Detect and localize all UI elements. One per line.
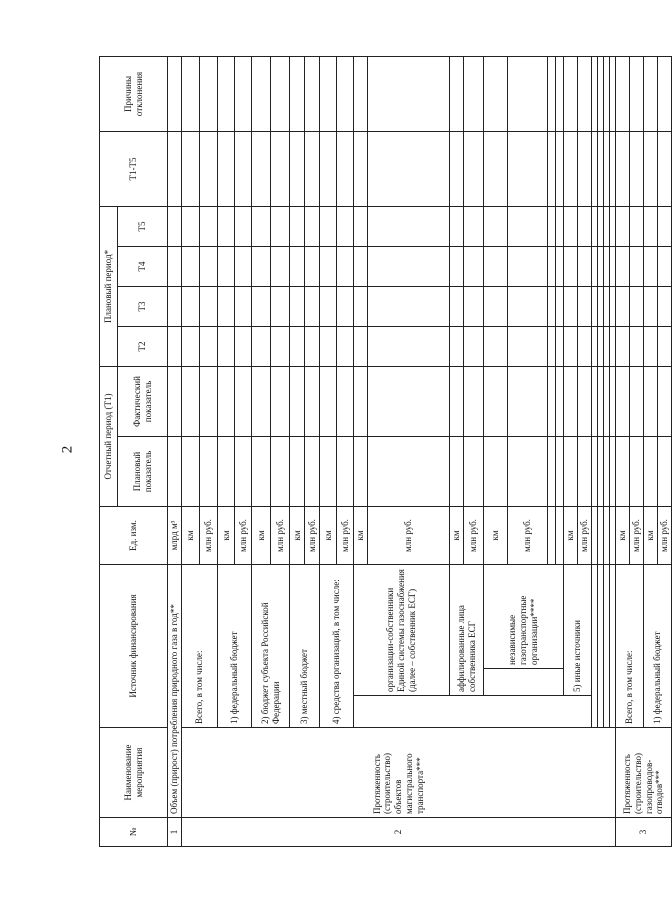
- table-row: [609, 56, 615, 846]
- row3-name: Протяженность (строительство) газопроводов-отводов***: [615, 727, 671, 817]
- funding-orgs: 4) средства организаций, в том числе:: [319, 564, 353, 727]
- table-row: [217, 56, 234, 846]
- unit-cell: км: [449, 506, 463, 564]
- header-row-1: [99, 56, 117, 846]
- table-row: [591, 56, 597, 846]
- funding-local: 3) местный бюджет: [289, 564, 319, 727]
- row1-text: Объем (прирост) потребления природного газа в год**: [167, 564, 181, 817]
- unit-cell: км: [643, 506, 657, 564]
- unit-cell: млрд м³: [167, 506, 181, 564]
- funding-affiliated: аффилированные лица собственника ЕСГ: [449, 564, 483, 695]
- table-row: [643, 56, 657, 846]
- unit-cell: млн руб.: [336, 506, 353, 564]
- row2-name: Протяженность (строительство) объектов магистрального транспорта***: [181, 727, 615, 817]
- unit-cell: км: [615, 506, 629, 564]
- header-planned-period: Плановый период*: [99, 206, 117, 366]
- header-planned-indicator: Плановый показатель: [117, 436, 167, 506]
- unit-cell: млн руб.: [304, 506, 319, 564]
- header-t5: Т5: [117, 206, 167, 246]
- unit-cell: млн руб.: [367, 506, 449, 564]
- header-t3: Т3: [117, 286, 167, 326]
- funding-federal: 1) федеральный бюджет: [643, 564, 671, 727]
- funding-table: [99, 55, 672, 846]
- unit-cell: млн руб.: [507, 506, 547, 564]
- funding-total: Всего, в том числе:: [615, 564, 643, 727]
- table-row: [251, 56, 270, 846]
- unit-cell: км: [217, 506, 234, 564]
- unit-cell: км: [483, 506, 507, 564]
- header-event-name: Наименование мероприятия: [99, 727, 167, 817]
- funding-federal: 1) федеральный бюджет: [217, 564, 251, 727]
- table-row: [597, 56, 603, 846]
- row-num: 3: [615, 817, 671, 846]
- form-sheet: [99, 57, 669, 847]
- unit-cell: км: [181, 506, 199, 564]
- unit-cell: млн руб.: [463, 506, 483, 564]
- header-num: №: [99, 817, 167, 846]
- table-row: [289, 56, 304, 846]
- unit-cell: млн руб.: [199, 506, 217, 564]
- unit-cell: млн руб.: [577, 506, 591, 564]
- unit-cell: км: [319, 506, 336, 564]
- table-row: [353, 56, 367, 846]
- unit-cell: млн руб.: [657, 506, 671, 564]
- header-t1-t5: Т1-Т5: [99, 131, 167, 206]
- unit-cell: км: [289, 506, 304, 564]
- unit-cell: км: [563, 506, 577, 564]
- unit-cell: млн руб.: [270, 506, 289, 564]
- funding-other: 5) иные источники: [563, 564, 591, 695]
- funding-subject: 2) бюджет субъекта Российской Федерации: [251, 564, 289, 727]
- header-t2: Т2: [117, 326, 167, 366]
- table-row: [603, 56, 609, 846]
- unit-cell: км: [353, 506, 367, 564]
- page-number: 2: [59, 445, 76, 454]
- unit-cell: млн руб.: [234, 506, 251, 564]
- table-row: [167, 56, 181, 846]
- header-actual-indicator: Фактический показатель: [117, 366, 167, 436]
- table-row: [181, 56, 199, 846]
- table-row: [319, 56, 336, 846]
- funding-independent: независимые газотранспортные организации****: [483, 564, 563, 668]
- row-num: 1: [167, 817, 181, 846]
- unit-cell: млн руб.: [629, 506, 643, 564]
- table-row: [615, 56, 629, 846]
- funding-owners: организации-собственники Единой системы газоснабжения (далее – собственник ЕСГ): [353, 564, 449, 695]
- row-num: 2: [181, 817, 615, 846]
- funding-total: Всего, в том числе:: [181, 564, 217, 727]
- header-deviation-reasons: Причины отклонения: [99, 56, 167, 131]
- unit-cell: км: [251, 506, 270, 564]
- header-unit: Ед. изм.: [99, 506, 167, 564]
- header-report-period: Отчетный период (Т1): [99, 366, 117, 506]
- header-funding-source: Источник финансирования: [99, 564, 167, 727]
- header-t4: Т4: [117, 246, 167, 286]
